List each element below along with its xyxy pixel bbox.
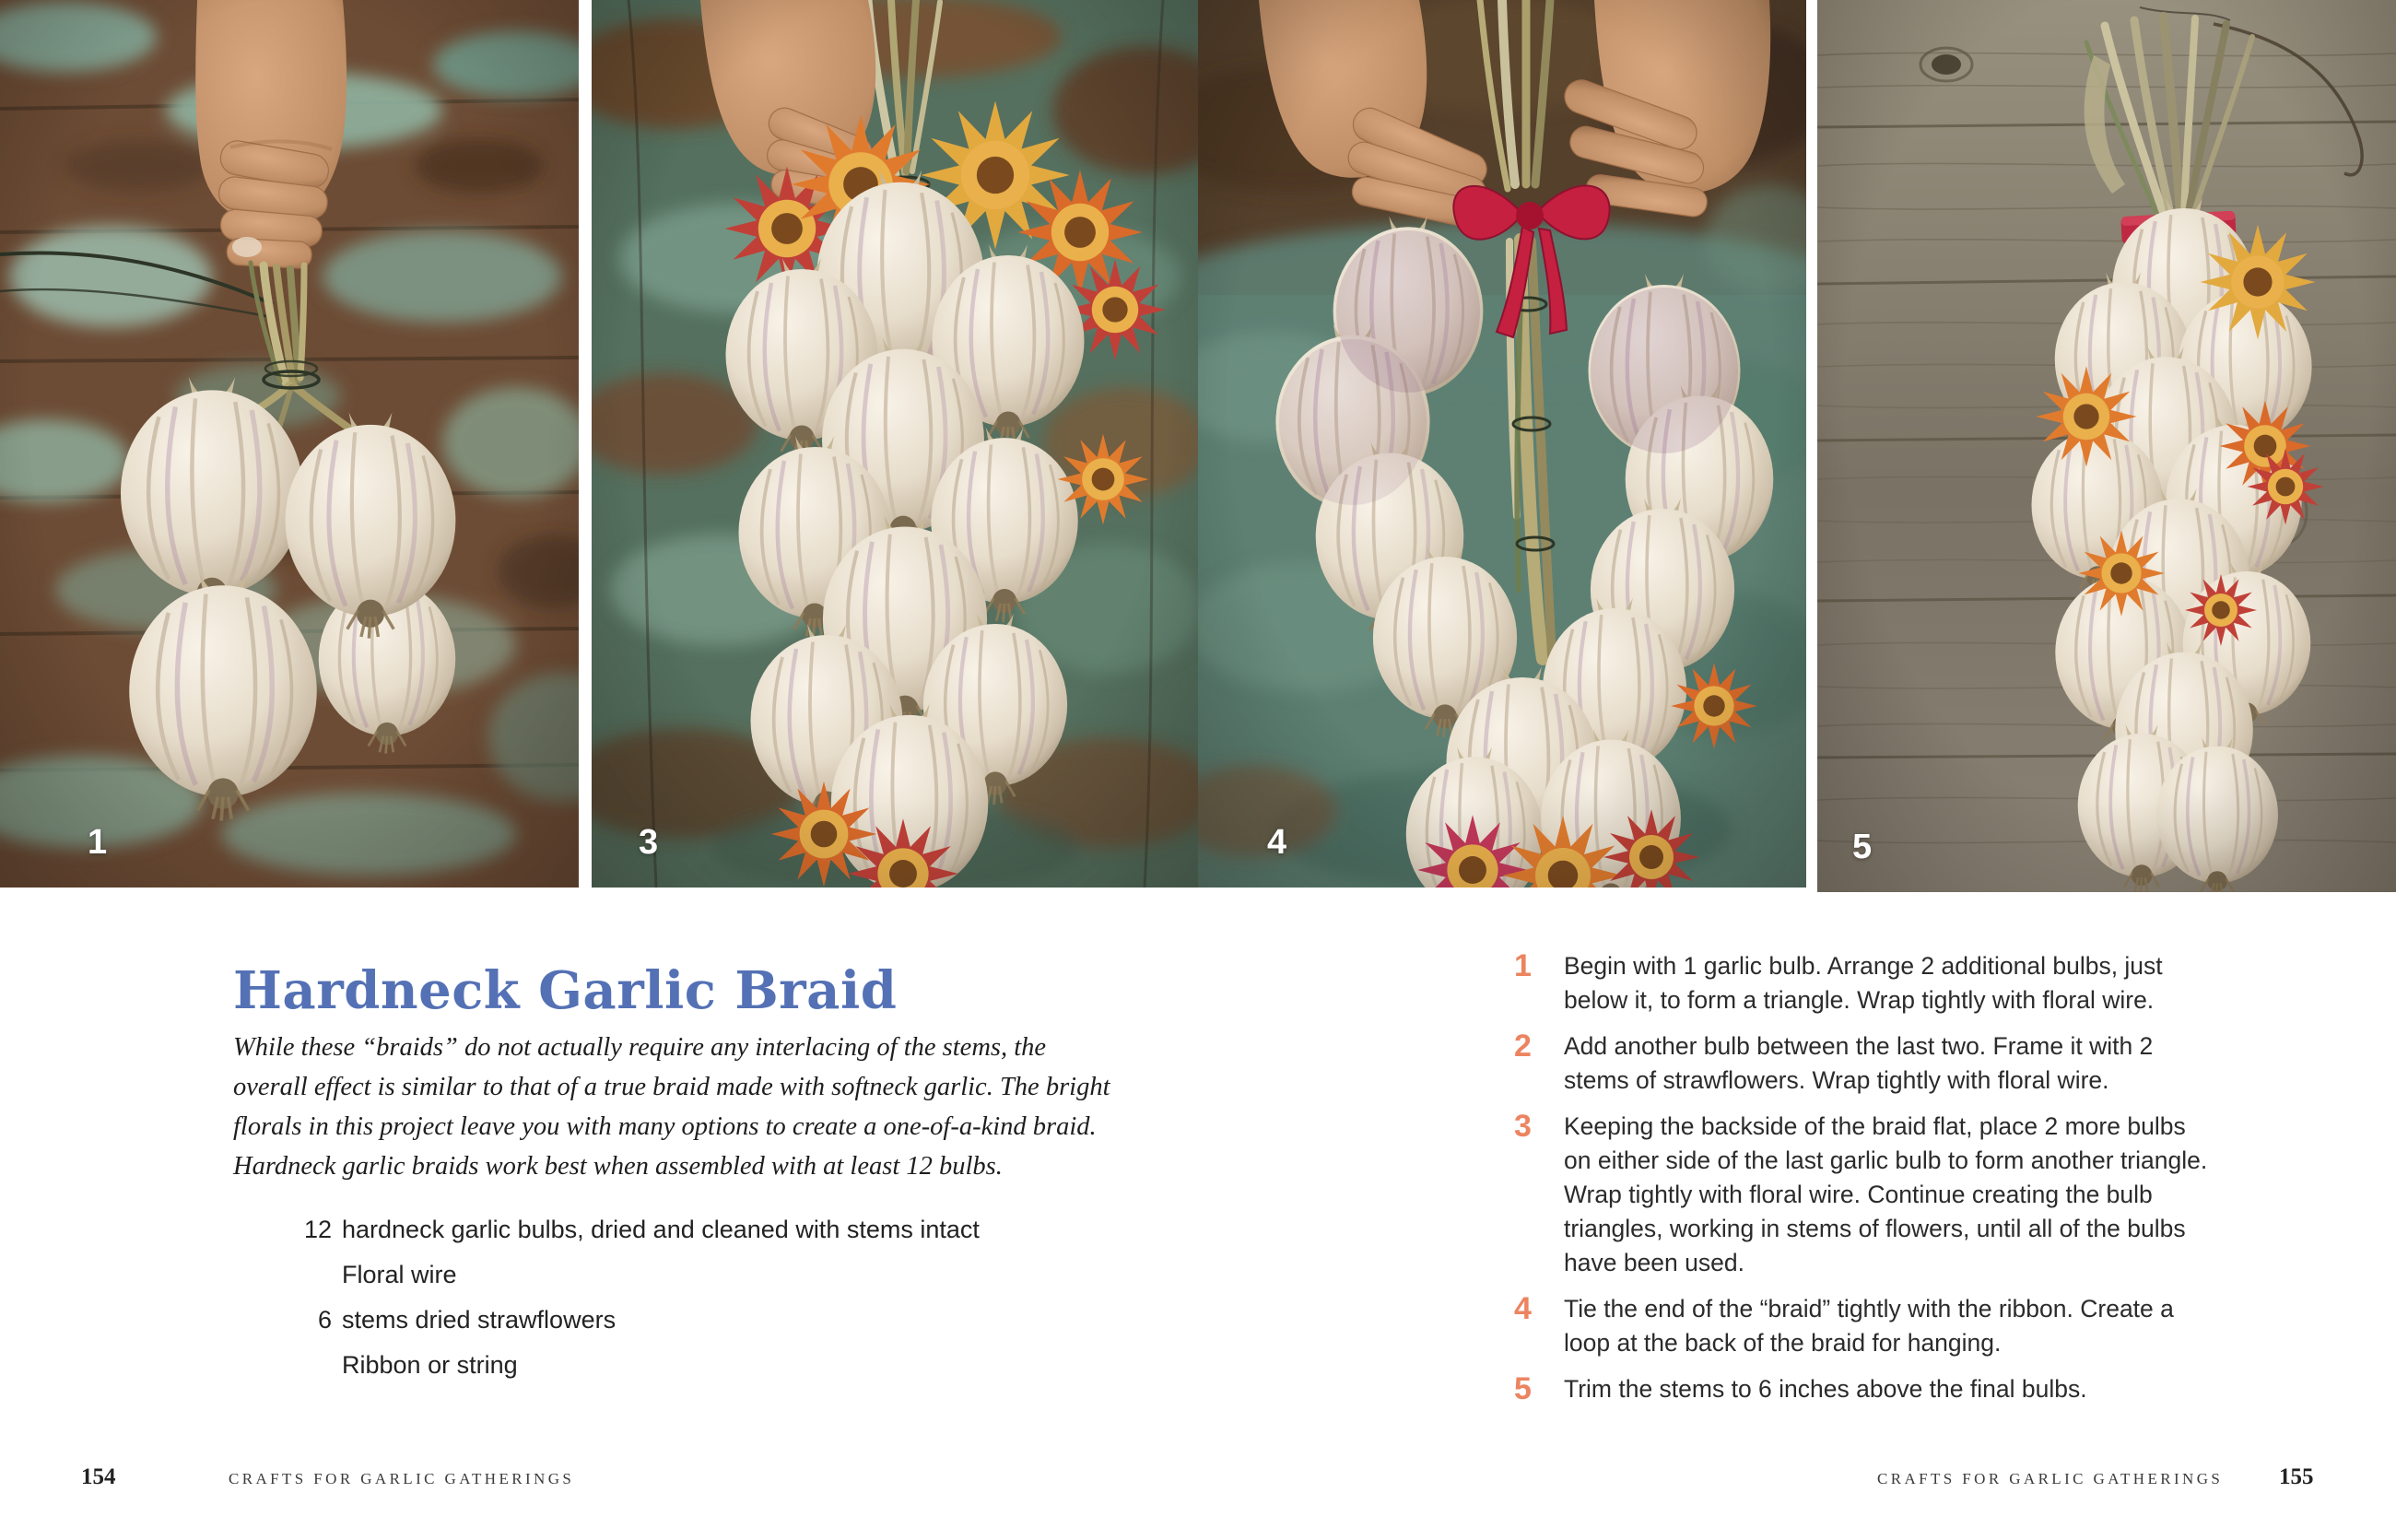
- photo-illustration: [0, 0, 579, 888]
- photo-number-label: 5: [1852, 828, 1873, 866]
- step-2: [1514, 1029, 2222, 1098]
- material-quantity: 12: [303, 1216, 332, 1243]
- step-text: Keeping the backside of the braid flat, place 2 more bulbs on either side of the last garlic bulb to form another triangle. Wrap tightly with floral wire. Continue creating the bulb triangles, working in stems of flowers, until all of the bulbs have been used.: [1564, 1112, 2208, 1276]
- material-item: [233, 1349, 1145, 1381]
- material-name: stems dried strawflowers: [342, 1306, 617, 1334]
- step-number: 4: [1514, 1291, 1532, 1326]
- material-name: Floral wire: [342, 1261, 457, 1288]
- page-number-left: 154: [81, 1464, 116, 1489]
- material-name: Ribbon or string: [342, 1351, 518, 1379]
- vignette: [592, 0, 1198, 888]
- vignette: [1817, 0, 2396, 892]
- project-intro: While these “braids” do not actually require any interlacing of the stems, the overall effect is similar to that of a true braid made with softneck garlic. The bright florals in this project leave you with many options to create a one-of-a-kind braid. Hardneck garlic braids work best when assembled with at least 12 bulbs.: [233, 1032, 1110, 1181]
- vignette: [1198, 0, 1806, 888]
- photo-number-label: 1: [88, 823, 108, 862]
- step-text: Add another bulb between the last two. Frame it with 2 stems of strawflowers. Wrap tightly with floral wire.: [1564, 1032, 2154, 1094]
- step-number: 2: [1514, 1029, 1532, 1064]
- material-item: [233, 1304, 1145, 1335]
- page-title: Hardneck Garlic Braid: [233, 959, 898, 1021]
- photo-number-label: 4: [1267, 823, 1287, 862]
- running-head-right: CRAFTS FOR GARLIC GATHERINGS: [1877, 1470, 2224, 1487]
- step-text: Begin with 1 garlic bulb. Arrange 2 additional bulbs, just below it, to form a triangle. Wrap tightly with floral wire.: [1564, 952, 2163, 1014]
- step-photo-tying-ribbon: [1198, 0, 1806, 888]
- step-text: Tie the end of the “braid” tightly with the ribbon. Create a loop at the back of the braid for hanging.: [1564, 1295, 2174, 1357]
- material-quantity: [233, 1259, 332, 1290]
- running-head-left: CRAFTS FOR GARLIC GATHERINGS: [229, 1470, 575, 1487]
- photo-illustration: [1198, 0, 1806, 888]
- step-5: [1514, 1372, 2222, 1406]
- material-quantity: [233, 1349, 332, 1381]
- material-name: hardneck garlic bulbs, dried and cleaned with stems intact: [342, 1216, 980, 1243]
- materials-list: [233, 1214, 1145, 1394]
- step-photo-adding-strawflowers: [592, 0, 1198, 888]
- step-number: 3: [1514, 1109, 1532, 1144]
- vignette: [0, 0, 579, 888]
- step-photo-finished-braid: [1817, 0, 2396, 892]
- step-4: [1514, 1292, 2222, 1360]
- material-quantity: 6: [317, 1306, 332, 1334]
- material-item: [233, 1259, 1145, 1290]
- step-text: Trim the stems to 6 inches above the final bulbs.: [1564, 1375, 2087, 1403]
- photo-number-label: 3: [639, 823, 659, 862]
- step-3: [1514, 1110, 2222, 1280]
- photo-illustration: [592, 0, 1198, 888]
- material-item: [233, 1214, 1145, 1245]
- step-photo-wiring-first-bulbs: [0, 0, 579, 888]
- step-number: 1: [1514, 948, 1532, 983]
- step-1: [1514, 949, 2222, 1017]
- instruction-steps: [1514, 949, 2222, 1418]
- photo-illustration: [1817, 0, 2396, 892]
- page-number-right: 155: [2279, 1464, 2314, 1489]
- step-number: 5: [1514, 1371, 1532, 1406]
